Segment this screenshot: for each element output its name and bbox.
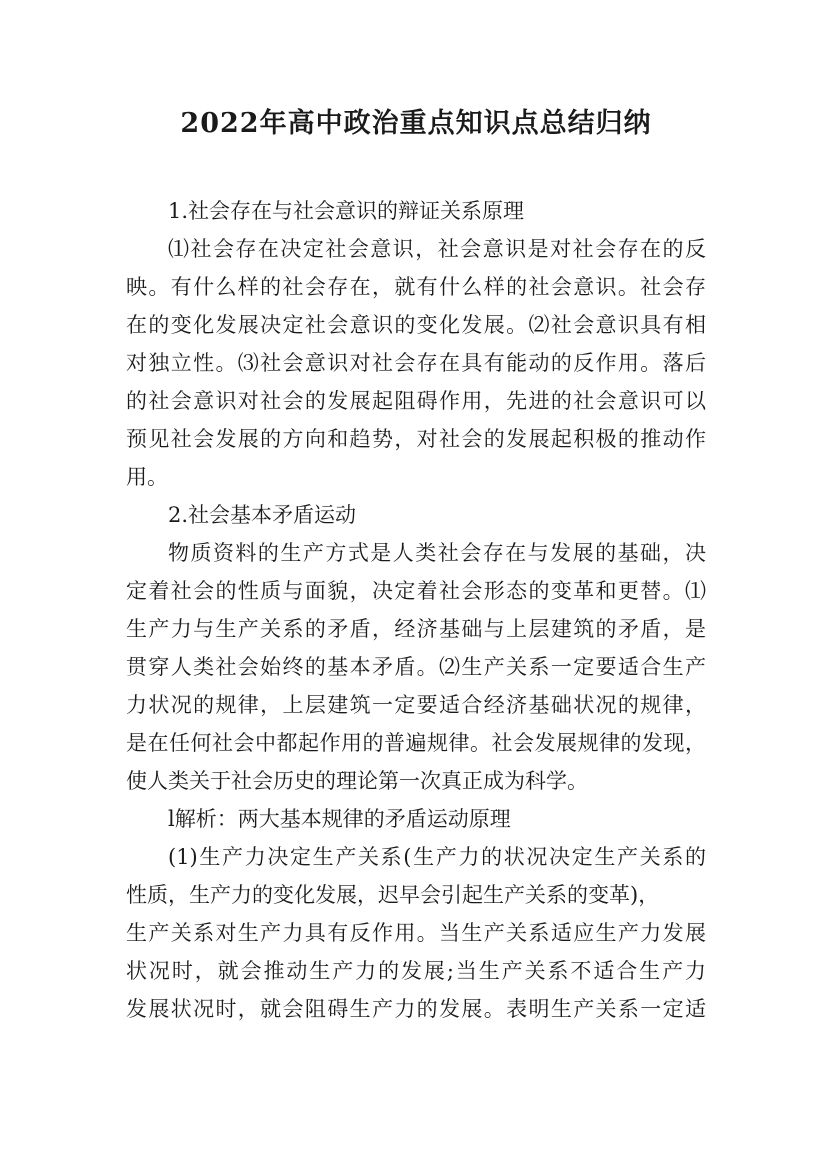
text-line: 映。有什么样的社会存在，就有什么样的社会意识。社会存 (126, 275, 706, 299)
text-line: 生产力与生产关系的矛盾，经济基础与上层建筑的矛盾，是 (126, 617, 706, 641)
text-line: 物质资料的生产方式是人类社会存在与发展的基础，决 (168, 541, 706, 565)
text-line: 2.社会基本矛盾运动 (168, 503, 357, 527)
document-title: 2022年高中政治重点知识点总结归纳 (180, 108, 652, 139)
text-line: 的社会意识对社会的发展起阻碍作用，先进的社会意识可以 (126, 389, 706, 413)
text-line: (1)生产力决定生产关系(生产力的状况决定生产关系的 (168, 845, 706, 869)
text-line: 用。 (126, 465, 168, 489)
text-line: 预见社会发展的方向和趋势，对社会的发展起积极的推动作 (126, 427, 706, 451)
text-line: l解析：两大基本规律的矛盾运动原理 (168, 807, 511, 831)
text-line: 力状况的规律，上层建筑一定要适合经济基础状况的规律， (126, 693, 706, 717)
text-line: 使人类关于社会历史的理论第一次真正成为科学。 (126, 769, 588, 793)
text-line: 性质，生产力的变化发展，迟早会引起生产关系的变革)， (126, 883, 660, 907)
text-line: 对独立性。⑶社会意识对社会存在具有能动的反作用。落后 (126, 351, 706, 375)
text-line: 在的变化发展决定社会意识的变化发展。⑵社会意识具有相 (126, 313, 706, 337)
text-line: 定着社会的性质与面貌，决定着社会形态的变革和更替。⑴ (126, 579, 706, 603)
document-body (126, 192, 706, 1028)
text-line: ⑴社会存在决定社会意识，社会意识是对社会存在的反 (168, 237, 706, 261)
text-line: 1.社会存在与社会意识的辩证关系原理 (168, 199, 525, 223)
text-line: 生产关系对生产力具有反作用。当生产关系适应生产力发展 (126, 921, 706, 945)
text-line: 贯穿人类社会始终的基本矛盾。⑵生产关系一定要适合生产 (126, 655, 706, 679)
text-line: 发展状况时，就会阻碍生产力的发展。表明生产关系一定适 (126, 997, 706, 1021)
text-line: 状况时，就会推动生产力的发展;当生产关系不适合生产力 (126, 959, 706, 983)
text-line: 是在任何社会中都起作用的普遍规律。社会发展规律的发现， (126, 731, 706, 755)
